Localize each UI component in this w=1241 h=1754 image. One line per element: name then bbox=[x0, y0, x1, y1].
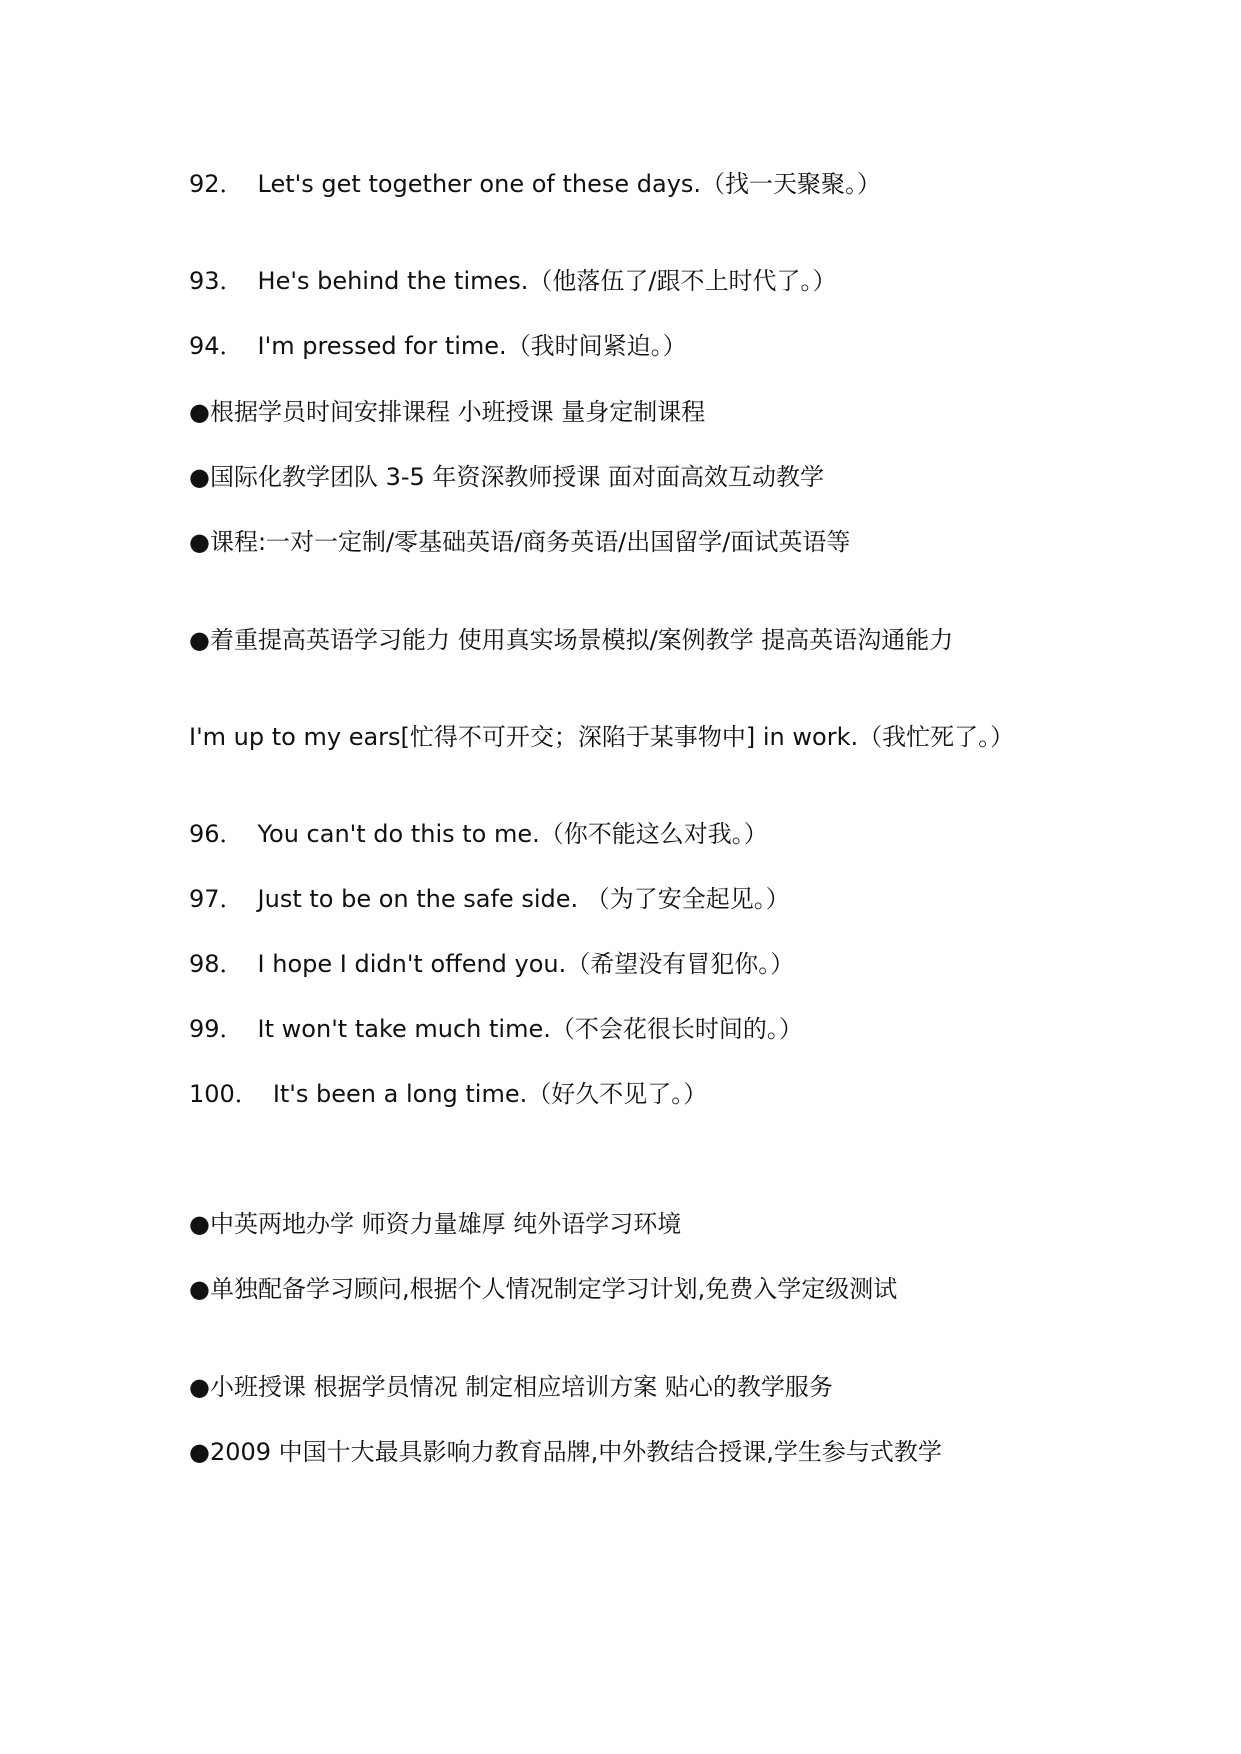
ad-bullet-5 bbox=[189, 1208, 681, 1240]
ad-bullet-4 bbox=[189, 624, 953, 656]
phrase-text: I'm up to my ears[忙得不可开交；深陷于某事物中] in work.（我忙死了。） bbox=[189, 723, 1015, 751]
phrase-number: 98． bbox=[189, 950, 244, 978]
phrase-number: 96． bbox=[189, 820, 244, 848]
phrase-text: He's behind the times.（他落伍了/跟不上时代了。） bbox=[257, 267, 837, 295]
ad-bullet-3 bbox=[189, 526, 850, 558]
bullet-text: ●国际化教学团队 3-5 年资深教师授课 面对面高效互动教学 bbox=[189, 463, 825, 491]
phrase-line-92 bbox=[189, 168, 881, 200]
ad-bullet-8 bbox=[189, 1436, 942, 1468]
phrase-text: I hope I didn't offend you.（希望没有冒犯你。） bbox=[257, 950, 795, 978]
phrase-line-99 bbox=[189, 1013, 803, 1045]
phrase-number: 99． bbox=[189, 1015, 244, 1043]
ad-bullet-1 bbox=[189, 396, 705, 428]
ad-bullet-6 bbox=[189, 1273, 897, 1305]
phrase-text: Let's get together one of these days.（找一天聚聚。） bbox=[257, 170, 882, 198]
phrase-number: 94． bbox=[189, 332, 244, 360]
bullet-text: ●中英两地办学 师资力量雄厚 纯外语学习环境 bbox=[189, 1210, 682, 1238]
phrase-number: 97． bbox=[189, 885, 244, 913]
bullet-text: ●课程:一对一定制/零基础英语/商务英语/出国留学/面试英语等 bbox=[189, 528, 851, 556]
bullet-text: ●小班授课 根据学员情况 制定相应培训方案 贴心的教学服务 bbox=[189, 1373, 833, 1401]
phrase-text: Just to be on the safe side. （为了安全起见。） bbox=[257, 885, 790, 913]
phrase-text: You can't do this to me.（你不能这么对我。） bbox=[257, 820, 768, 848]
bullet-text: ●单独配备学习顾问,根据个人情况制定学习计划,免费入学定级测试 bbox=[189, 1275, 898, 1303]
phrase-text: I'm pressed for time.（我时间紧迫。） bbox=[257, 332, 687, 360]
phrase-line-94 bbox=[189, 330, 687, 362]
phrase-line-98 bbox=[189, 948, 794, 980]
phrase-line-93 bbox=[189, 265, 837, 297]
phrase-number: 92． bbox=[189, 170, 244, 198]
bullet-text: ●2009 中国十大最具影响力教育品牌,中外教结合授课,学生参与式教学 bbox=[189, 1438, 942, 1466]
bullet-text: ●着重提高英语学习能力 使用真实场景模拟/案例教学 提高英语沟通能力 bbox=[189, 626, 954, 654]
phrase-line-100 bbox=[189, 1078, 707, 1110]
phrase-number: 93． bbox=[189, 267, 244, 295]
phrase-text: It won't take much time.（不会花很长时间的。） bbox=[257, 1015, 803, 1043]
phrase-text: It's been a long time.（好久不见了。） bbox=[272, 1080, 708, 1108]
phrase-line-97 bbox=[189, 883, 790, 915]
bullet-text: ●根据学员时间安排课程 小班授课 量身定制课程 bbox=[189, 398, 706, 426]
ad-bullet-7 bbox=[189, 1371, 833, 1403]
phrase-number: 100． bbox=[189, 1080, 259, 1108]
phrase-line-95 bbox=[189, 721, 1014, 753]
ad-bullet-2 bbox=[189, 461, 824, 493]
phrase-line-96 bbox=[189, 818, 768, 850]
